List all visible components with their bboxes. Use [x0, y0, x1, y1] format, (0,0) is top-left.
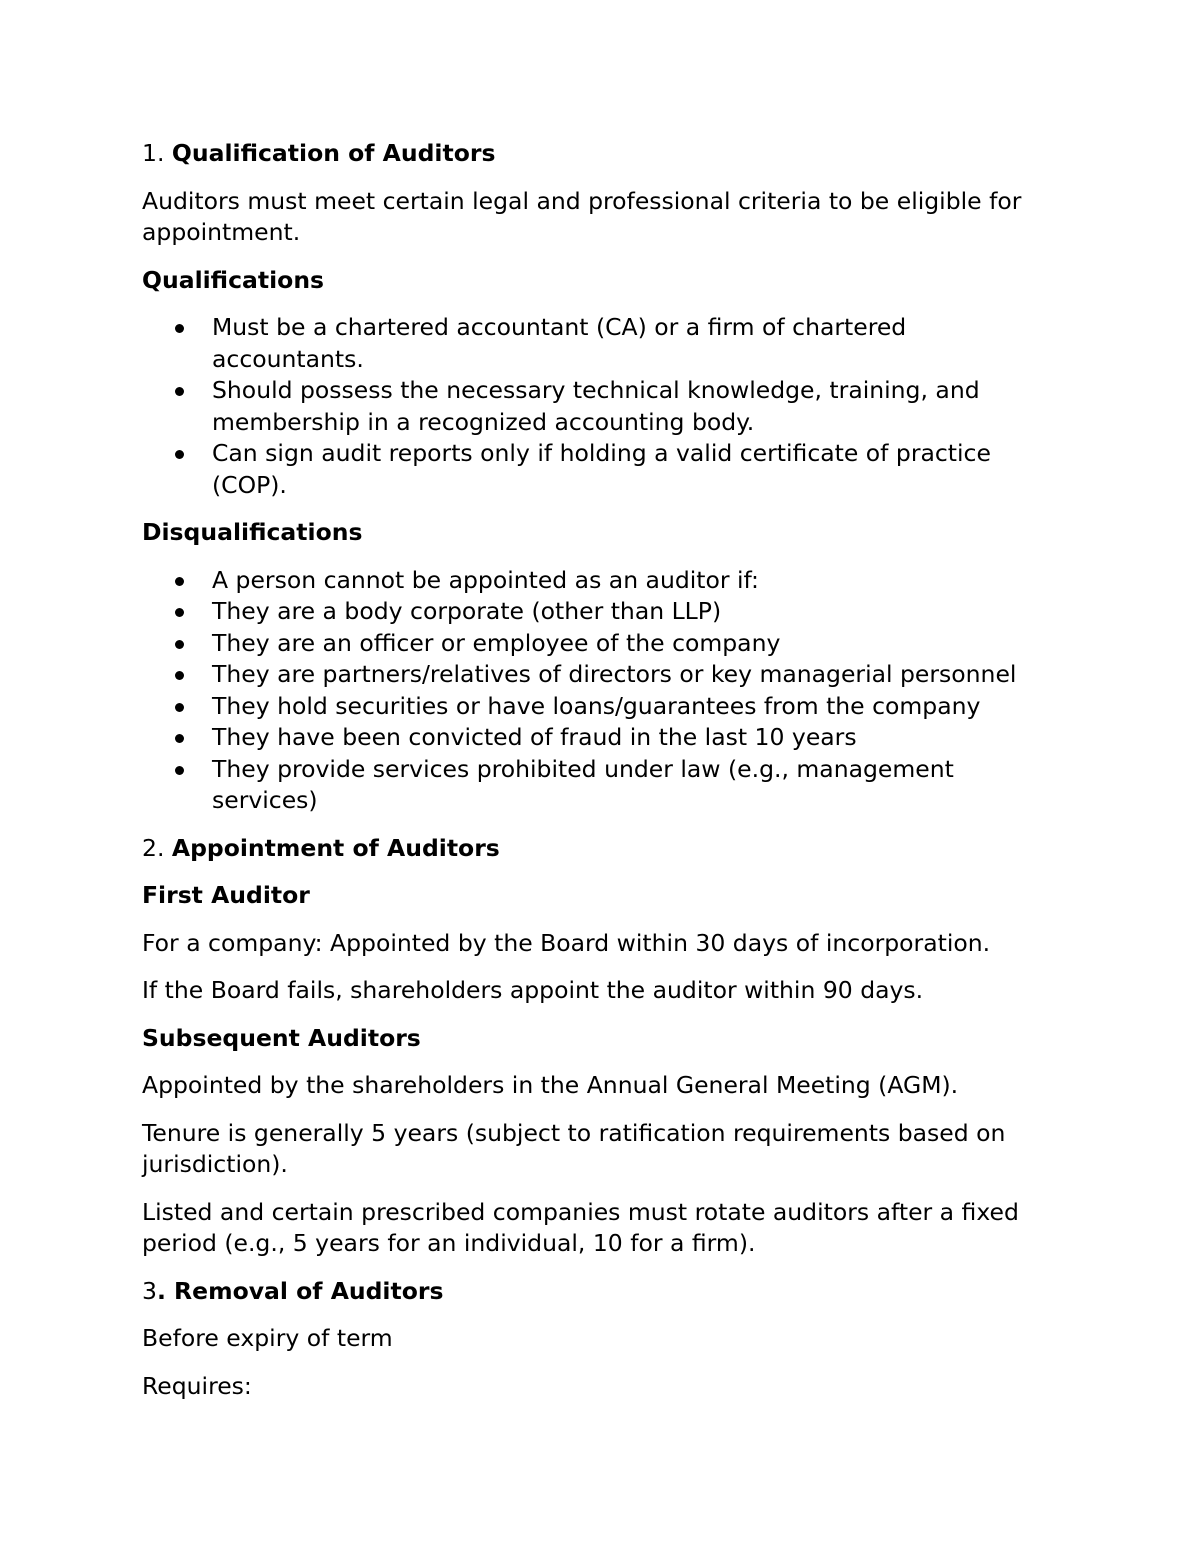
- document-page: [142, 138, 1042, 1418]
- list-item: [142, 659, 1042, 691]
- bullet-icon: [175, 703, 184, 712]
- list-item-text: Can sign audit reports only if holding a valid certificate of practice (COP).: [212, 439, 991, 499]
- section-2-title: Appointment of Auditors: [171, 833, 500, 862]
- list-item: [142, 596, 1042, 628]
- section-1-title: Qualification of Auditors: [171, 139, 496, 167]
- list-item: [142, 691, 1042, 723]
- list-item-text: They provide services prohibited under law (e.g., management services): [212, 754, 954, 814]
- list-item: [142, 438, 1042, 501]
- list-item: [142, 628, 1042, 660]
- bullet-icon: [175, 766, 184, 775]
- list-item: [142, 565, 1042, 597]
- list-item-text: They are partners/relatives of directors or key managerial personnel: [212, 660, 1017, 688]
- disqualifications-list: [142, 565, 1042, 817]
- bullet-icon: [175, 734, 184, 743]
- bullet-icon: [175, 324, 184, 333]
- list-item: [142, 754, 1042, 817]
- bullet-icon: [175, 577, 184, 586]
- list-item: [142, 312, 1042, 375]
- bullet-icon: [175, 671, 184, 680]
- section-2-number: 2.: [142, 833, 165, 862]
- first-auditor-paragraph: For a company: Appointed by the Board within 30 days of incorporation.: [142, 928, 991, 957]
- section-3-title: . Removal of Auditors: [156, 1276, 444, 1305]
- section-1-intro: Auditors must meet certain legal and professional criteria to be eligible for appointment.: [142, 186, 1022, 246]
- section-3-paragraph: Before expiry of term: [142, 1324, 393, 1352]
- subsequent-auditors-heading: Subsequent Auditors: [142, 1023, 421, 1052]
- list-item-text: A person cannot be appointed as an auditor if:: [212, 565, 759, 594]
- first-auditor-paragraph: If the Board fails, shareholders appoint the auditor within 90 days.: [142, 976, 924, 1004]
- bullet-icon: [175, 640, 184, 649]
- qualifications-list: [142, 312, 1042, 501]
- subsequent-auditors-paragraph: Tenure is generally 5 years (subject to ratification requirements based on jurisdiction).: [142, 1118, 1006, 1178]
- first-auditor-heading: First Auditor: [142, 881, 310, 909]
- bullet-icon: [175, 608, 184, 617]
- bullet-icon: [175, 387, 184, 396]
- section-3-paragraph: Requires:: [142, 1371, 252, 1400]
- list-item-text: They have been convicted of fraud in the last 10 years: [212, 723, 857, 751]
- section-3-heading: [142, 1276, 1042, 1308]
- bullet-icon: [175, 450, 184, 459]
- list-item-text: They are a body corporate (other than LLP): [212, 597, 722, 625]
- disqualifications-heading: Disqualifications: [142, 518, 363, 546]
- list-item-text: They hold securities or have loans/guarantees from the company: [212, 691, 981, 720]
- section-2-heading: [142, 833, 1042, 865]
- subsequent-auditors-paragraph: Appointed by the shareholders in the Annual General Meeting (AGM).: [142, 1071, 959, 1099]
- qualifications-heading: Qualifications: [142, 265, 325, 294]
- section-3-number: 3: [142, 1276, 157, 1305]
- section-1-number: 1.: [142, 139, 165, 167]
- list-item-text: They are an officer or employee of the company: [212, 628, 781, 657]
- list-item-text: Should possess the necessary technical knowledge, training, and membership in a recognized accounting body.: [212, 376, 980, 436]
- subsequent-auditors-paragraph: Listed and certain prescribed companies must rotate auditors after a fixed period (e.g., 5 years for an individual, 10 for a firm).: [142, 1197, 1019, 1257]
- section-1-heading: [142, 138, 1042, 170]
- list-item: [142, 722, 1042, 754]
- list-item-text: Must be a chartered accountant (CA) or a firm of chartered accountants.: [212, 313, 907, 373]
- list-item: [142, 375, 1042, 438]
